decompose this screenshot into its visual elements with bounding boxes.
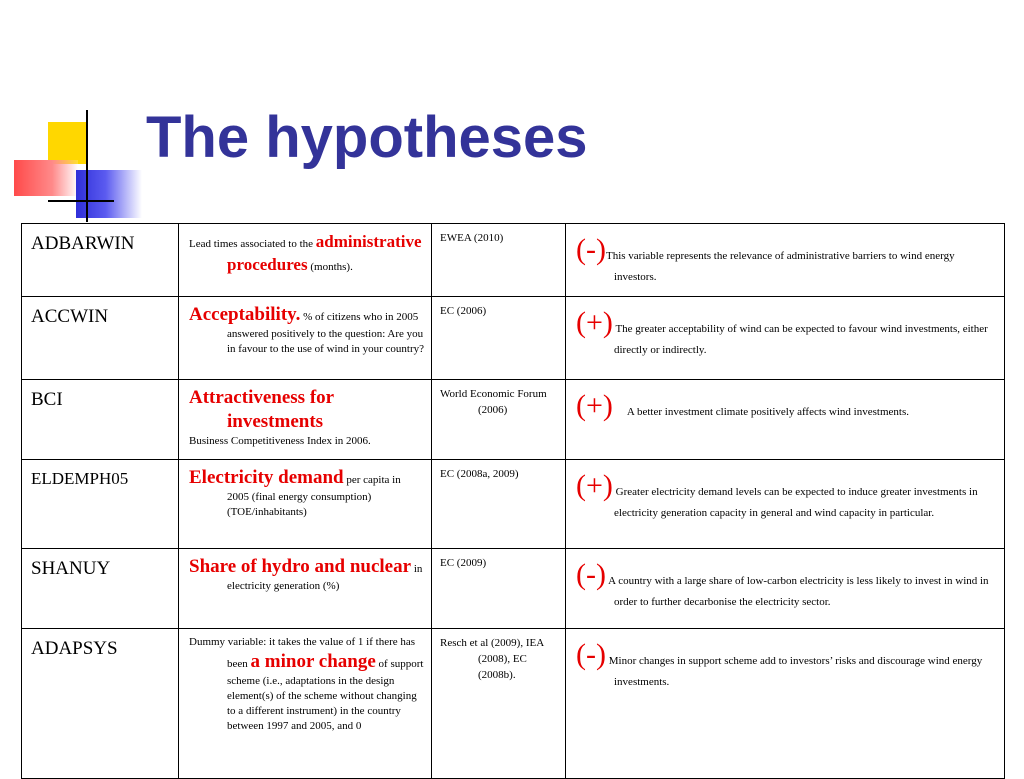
expected-effect: (-)This variable represents the relevance of administrative barriers to wind energy investors. <box>566 224 1005 297</box>
table-row <box>22 380 1005 460</box>
decor-red-square <box>14 160 78 196</box>
expected-effect: (+) Greater electricity demand levels can be expected to induce greater investments in electricity generation capacity in general and wind capacity in particular. <box>566 460 1005 549</box>
variable-description: Dummy variable: it takes the value of 1 if there has been a minor change of support scheme (i.e., adaptations in the design element(s) of the scheme without changing to a different instrument) in the country between 1997 and 2005, and 0 <box>179 629 432 779</box>
variable-source: EWEA (2010) <box>432 224 566 297</box>
variable-code: ACCWIN <box>22 297 179 380</box>
variable-description: Share of hydro and nuclear in electricity generation (%) <box>179 549 432 629</box>
decor-vertical-line <box>86 110 88 222</box>
effect-sign: (-) <box>576 233 606 266</box>
table-row <box>22 224 1005 297</box>
variable-description: Lead times associated to the administrative procedures (months). <box>179 224 432 297</box>
expected-effect: (-) A country with a large share of low-carbon electricity is less likely to invest in wind in order to further decarbonise the electricity sector. <box>566 549 1005 629</box>
table-row <box>22 297 1005 380</box>
variable-code: BCI <box>22 380 179 460</box>
table-row <box>22 460 1005 549</box>
expected-effect: (+) The greater acceptability of wind can be expected to favour wind investments, either directly or indirectly. <box>566 297 1005 380</box>
table-row <box>22 549 1005 629</box>
variable-code: ADAPSYS <box>22 629 179 779</box>
variable-source: EC (2008a, 2009) <box>432 460 566 549</box>
effect-sign: (+) <box>576 389 613 422</box>
expected-effect: (+) A better investment climate positively affects wind investments. <box>566 380 1005 460</box>
variable-source: EC (2006) <box>432 297 566 380</box>
slide-title: The hypotheses <box>146 105 588 170</box>
effect-sign: (+) <box>576 306 613 339</box>
expected-effect: (-) Minor changes in support scheme add to investors’ risks and discourage wind energy investments. <box>566 629 1005 779</box>
variable-description: Acceptability. % of citizens who in 2005 answered positively to the question: Are you in favour to the use of wind in your country? <box>179 297 432 380</box>
variable-source: EC (2009) <box>432 549 566 629</box>
hypotheses-table <box>21 223 1005 779</box>
table-row <box>22 629 1005 779</box>
effect-sign: (-) <box>576 638 606 671</box>
decor-yellow-square <box>48 122 88 164</box>
effect-sign: (+) <box>576 469 613 502</box>
variable-description: Attractiveness for investments Business Competitiveness Index in 2006. <box>179 380 432 460</box>
variable-code: ELDEMPH05 <box>22 460 179 549</box>
variable-source: World Economic Forum (2006) <box>432 380 566 460</box>
variable-source: Resch et al (2009), IEA (2008), EC (2008b). <box>432 629 566 779</box>
variable-description: Electricity demand per capita in 2005 (final energy consumption)(TOE/inhabitants) <box>179 460 432 549</box>
variable-code: ADBARWIN <box>22 224 179 297</box>
variable-code: SHANUY <box>22 549 179 629</box>
effect-sign: (-) <box>576 558 606 591</box>
decor-horizontal-line <box>48 200 114 202</box>
